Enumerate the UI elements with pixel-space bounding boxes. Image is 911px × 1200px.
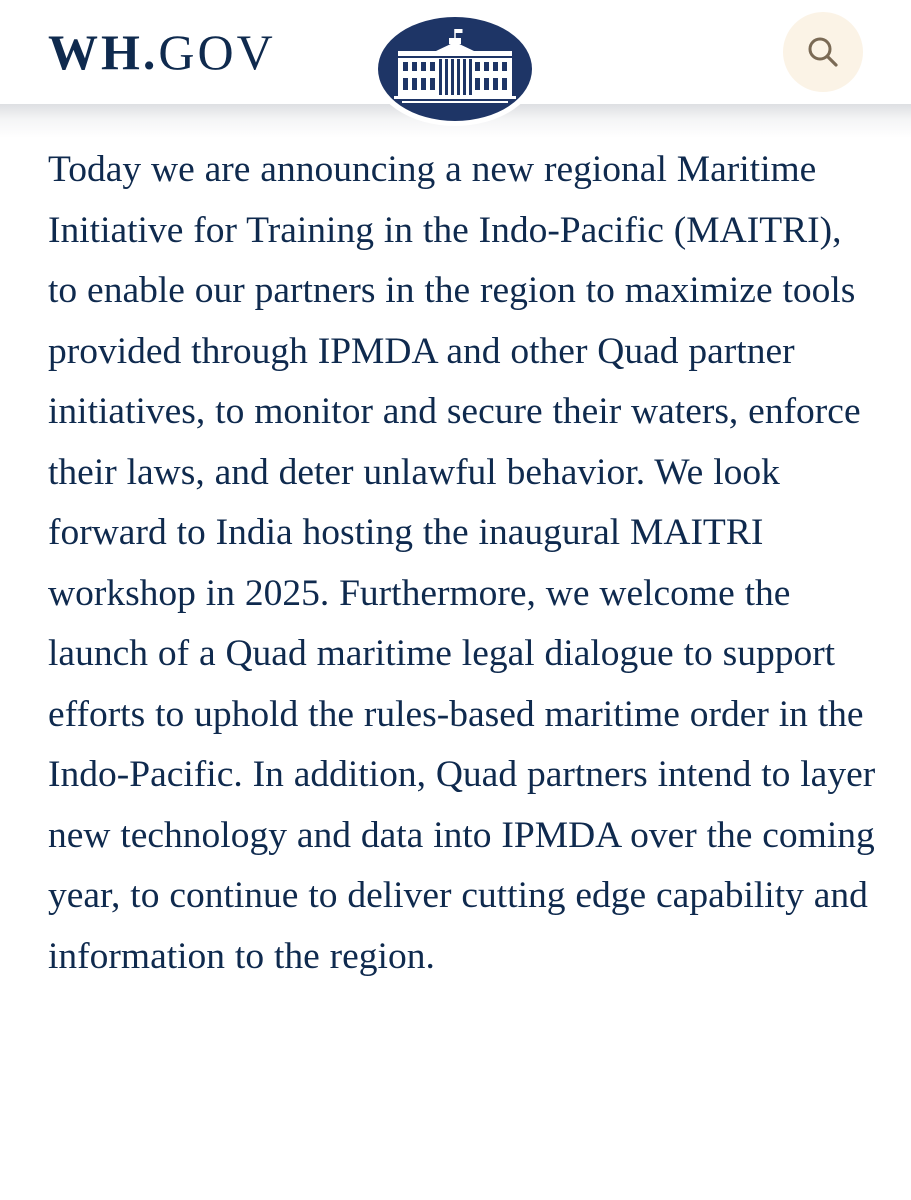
logo-gov: GOV (158, 24, 276, 80)
logo-dot: . (142, 24, 159, 80)
site-logo-link[interactable] (48, 22, 276, 82)
white-house-seal-link[interactable] (372, 12, 538, 126)
article-paragraph: Today we are announcing a new regional Maritime Initiative for Training in the Indo-Pacific (MAITRI), to enable our partners in the region to maximize tools provided through IPMDA and other Quad partner initiatives, to monitor and secure their waters, enforce their laws, and deter unlawful behavior. We look forward to India hosting the inaugural MAITRI workshop in 2025. Furthermore, we welcome the launch of a Quad maritime legal dialogue to support efforts to uphold the rules-based maritime order in the Indo-Pacific. In addition, Quad partners intend to layer new technology and data into IPMDA over the coming year, to continue to deliver cutting edge capability and information to the region. (48, 149, 876, 977)
white-house-seal-icon (376, 15, 534, 123)
site-header (0, 0, 911, 104)
search-button[interactable] (783, 12, 863, 92)
search-icon (806, 35, 840, 69)
logo-wh: WH (48, 24, 143, 80)
